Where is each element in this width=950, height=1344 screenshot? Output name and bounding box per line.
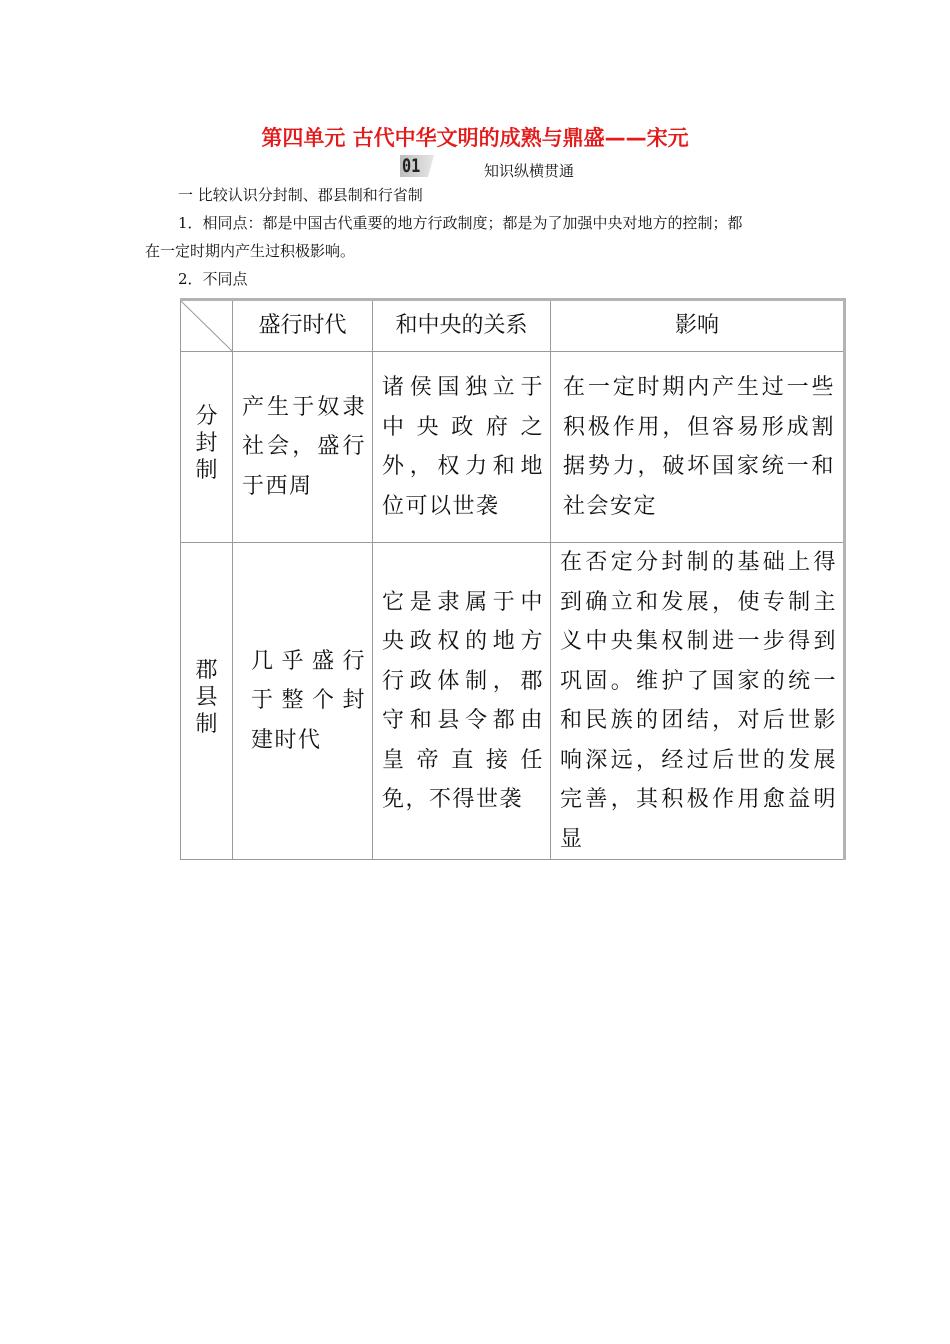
similarity-line-2: 在一定时期内产生过积极影响。 — [145, 242, 356, 260]
section-number: 01 — [402, 155, 421, 177]
row-label-fenfeng — [181, 352, 233, 543]
diagonal-line — [181, 301, 232, 351]
comparison-table — [180, 298, 846, 860]
table-header-row — [181, 300, 845, 352]
page-title: 第四单元 古代中华文明的成熟与鼎盛——宋元 — [261, 126, 689, 150]
table-row — [181, 543, 845, 860]
cell-relation: 诸侯国独立于中央政府之外，权力和地位可以世袭 — [373, 352, 551, 543]
section-title: 知识纵横贯通 — [484, 162, 575, 180]
cell-era: 产生于奴隶社会，盛行于西周 — [233, 352, 373, 543]
heading-compare: 一 比较认识分封制、郡县制和行省制 — [178, 186, 423, 204]
column-header-impact: 影响 — [551, 300, 845, 352]
cell-relation: 它是隶属于中央政权的地方行政体制，郡守和县令都由皇帝直接任免，不得世袭 — [373, 543, 551, 860]
similarity-line-1: 1．相同点：都是中国古代重要的地方行政制度；都是为了加强中央对地方的控制；都 — [178, 214, 743, 232]
column-header-era: 盛行时代 — [233, 300, 373, 352]
row-label-text: 分封制 — [195, 404, 218, 484]
cell-impact: 在一定时期内产生过一些积极作用，但容易形成割据势力，破坏国家统一和社会安定 — [551, 352, 845, 543]
differences-heading: 2．不同点 — [178, 270, 248, 288]
table-row — [181, 352, 845, 543]
column-header-relation: 和中央的关系 — [373, 300, 551, 352]
cell-era: 几乎盛行于整个封建时代 — [233, 543, 373, 860]
row-label-text: 郡县制 — [195, 658, 218, 738]
row-label-junxian — [181, 543, 233, 860]
corner-cell — [181, 300, 233, 352]
cell-impact: 在否定分封制的基础上得到确立和发展，使专制主义中央集权制进一步得到巩固。维护了国家的统一和民族的团结，对后世影响深远，经过后世的发展完善，其积极作用愈益明显 — [551, 543, 845, 860]
